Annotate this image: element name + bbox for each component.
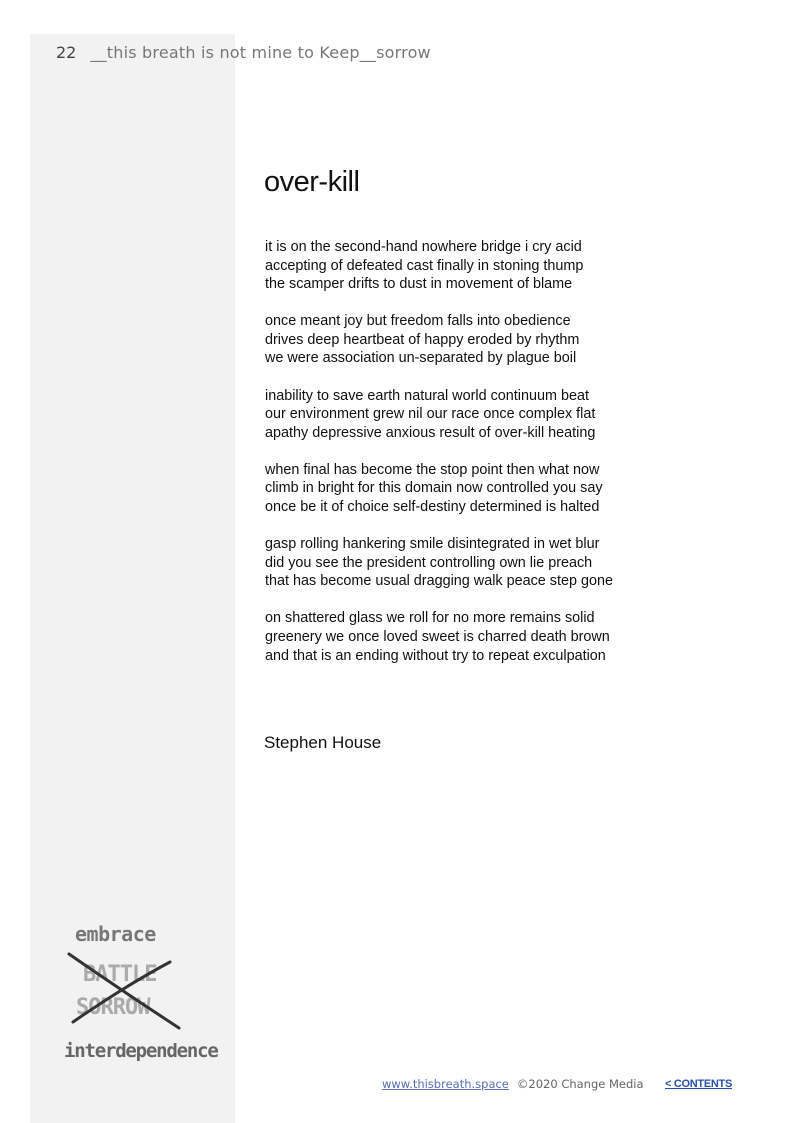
- poem-title: over-kill: [264, 166, 360, 198]
- poem-line: we were association un-separated by plague boil: [265, 350, 577, 367]
- copyright-text: ©2020 Change Media: [516, 1077, 644, 1091]
- website-link[interactable]: www.thisbreath.space: [382, 1077, 509, 1091]
- poem-line: that has become usual dragging walk peace step gone: [265, 573, 614, 590]
- poem-stanza: [265, 238, 685, 294]
- poem-line: inability to save earth natural world continuum beat: [265, 387, 589, 404]
- page-header: [56, 43, 431, 65]
- page-number: 22: [56, 43, 77, 62]
- logo-word-battle: BATTLE: [83, 962, 157, 987]
- logo-word-interdependence: interdependence: [64, 1040, 218, 1062]
- poem-line: our environment grew nil our race once complex flat: [265, 406, 596, 423]
- poem-line: once be it of choice self-destiny determined is halted: [265, 499, 600, 516]
- embrace-interdependence-logo: [60, 918, 220, 1073]
- poem-line: greenery we once loved sweet is charred death brown: [265, 629, 610, 645]
- poem-line: gasp rolling hankering smile disintegrated in wet blur: [265, 536, 600, 553]
- poem-line: once meant joy but freedom falls into obedience: [265, 313, 571, 330]
- poem-stanza: [265, 535, 685, 591]
- page-footer: [382, 1077, 644, 1093]
- poem-body: [265, 238, 685, 684]
- logo-word-sorrow: SORROW: [76, 995, 150, 1020]
- poem-line: did you see the president controlling own lie preach: [265, 554, 593, 571]
- logo-word-embrace: embrace: [75, 922, 156, 946]
- running-title: __this breath is not mine to Keep__sorrow: [90, 43, 431, 62]
- poem-stanza: [265, 461, 685, 517]
- contents-link[interactable]: < CONTENTS: [665, 1078, 732, 1090]
- poem-stanza: [265, 387, 685, 443]
- poem-line: when final has become the stop point then what now: [265, 461, 600, 478]
- poem-author: Stephen House: [264, 733, 382, 752]
- poem-stanza: [265, 312, 685, 368]
- poem-stanza: [265, 609, 685, 665]
- poem-line: apathy depressive anxious result of over-kill heating: [265, 424, 596, 441]
- poem-line: the scamper drifts to dust in movement of blame: [265, 276, 573, 293]
- cross-out-x-icon: [65, 948, 185, 1033]
- poem-line: climb in bright for this domain now controlled you say: [265, 480, 603, 497]
- poem-line: drives deep heartbeat of happy eroded by rhythm: [265, 331, 580, 348]
- poem-line: and that is an ending without try to repeat exculpation: [265, 647, 606, 664]
- poem-line: on shattered glass we roll for no more remains solid: [265, 610, 595, 627]
- poem-line: accepting of defeated cast finally in stoning thump: [265, 257, 584, 274]
- poem-line: it is on the second-hand nowhere bridge i cry acid: [265, 239, 582, 255]
